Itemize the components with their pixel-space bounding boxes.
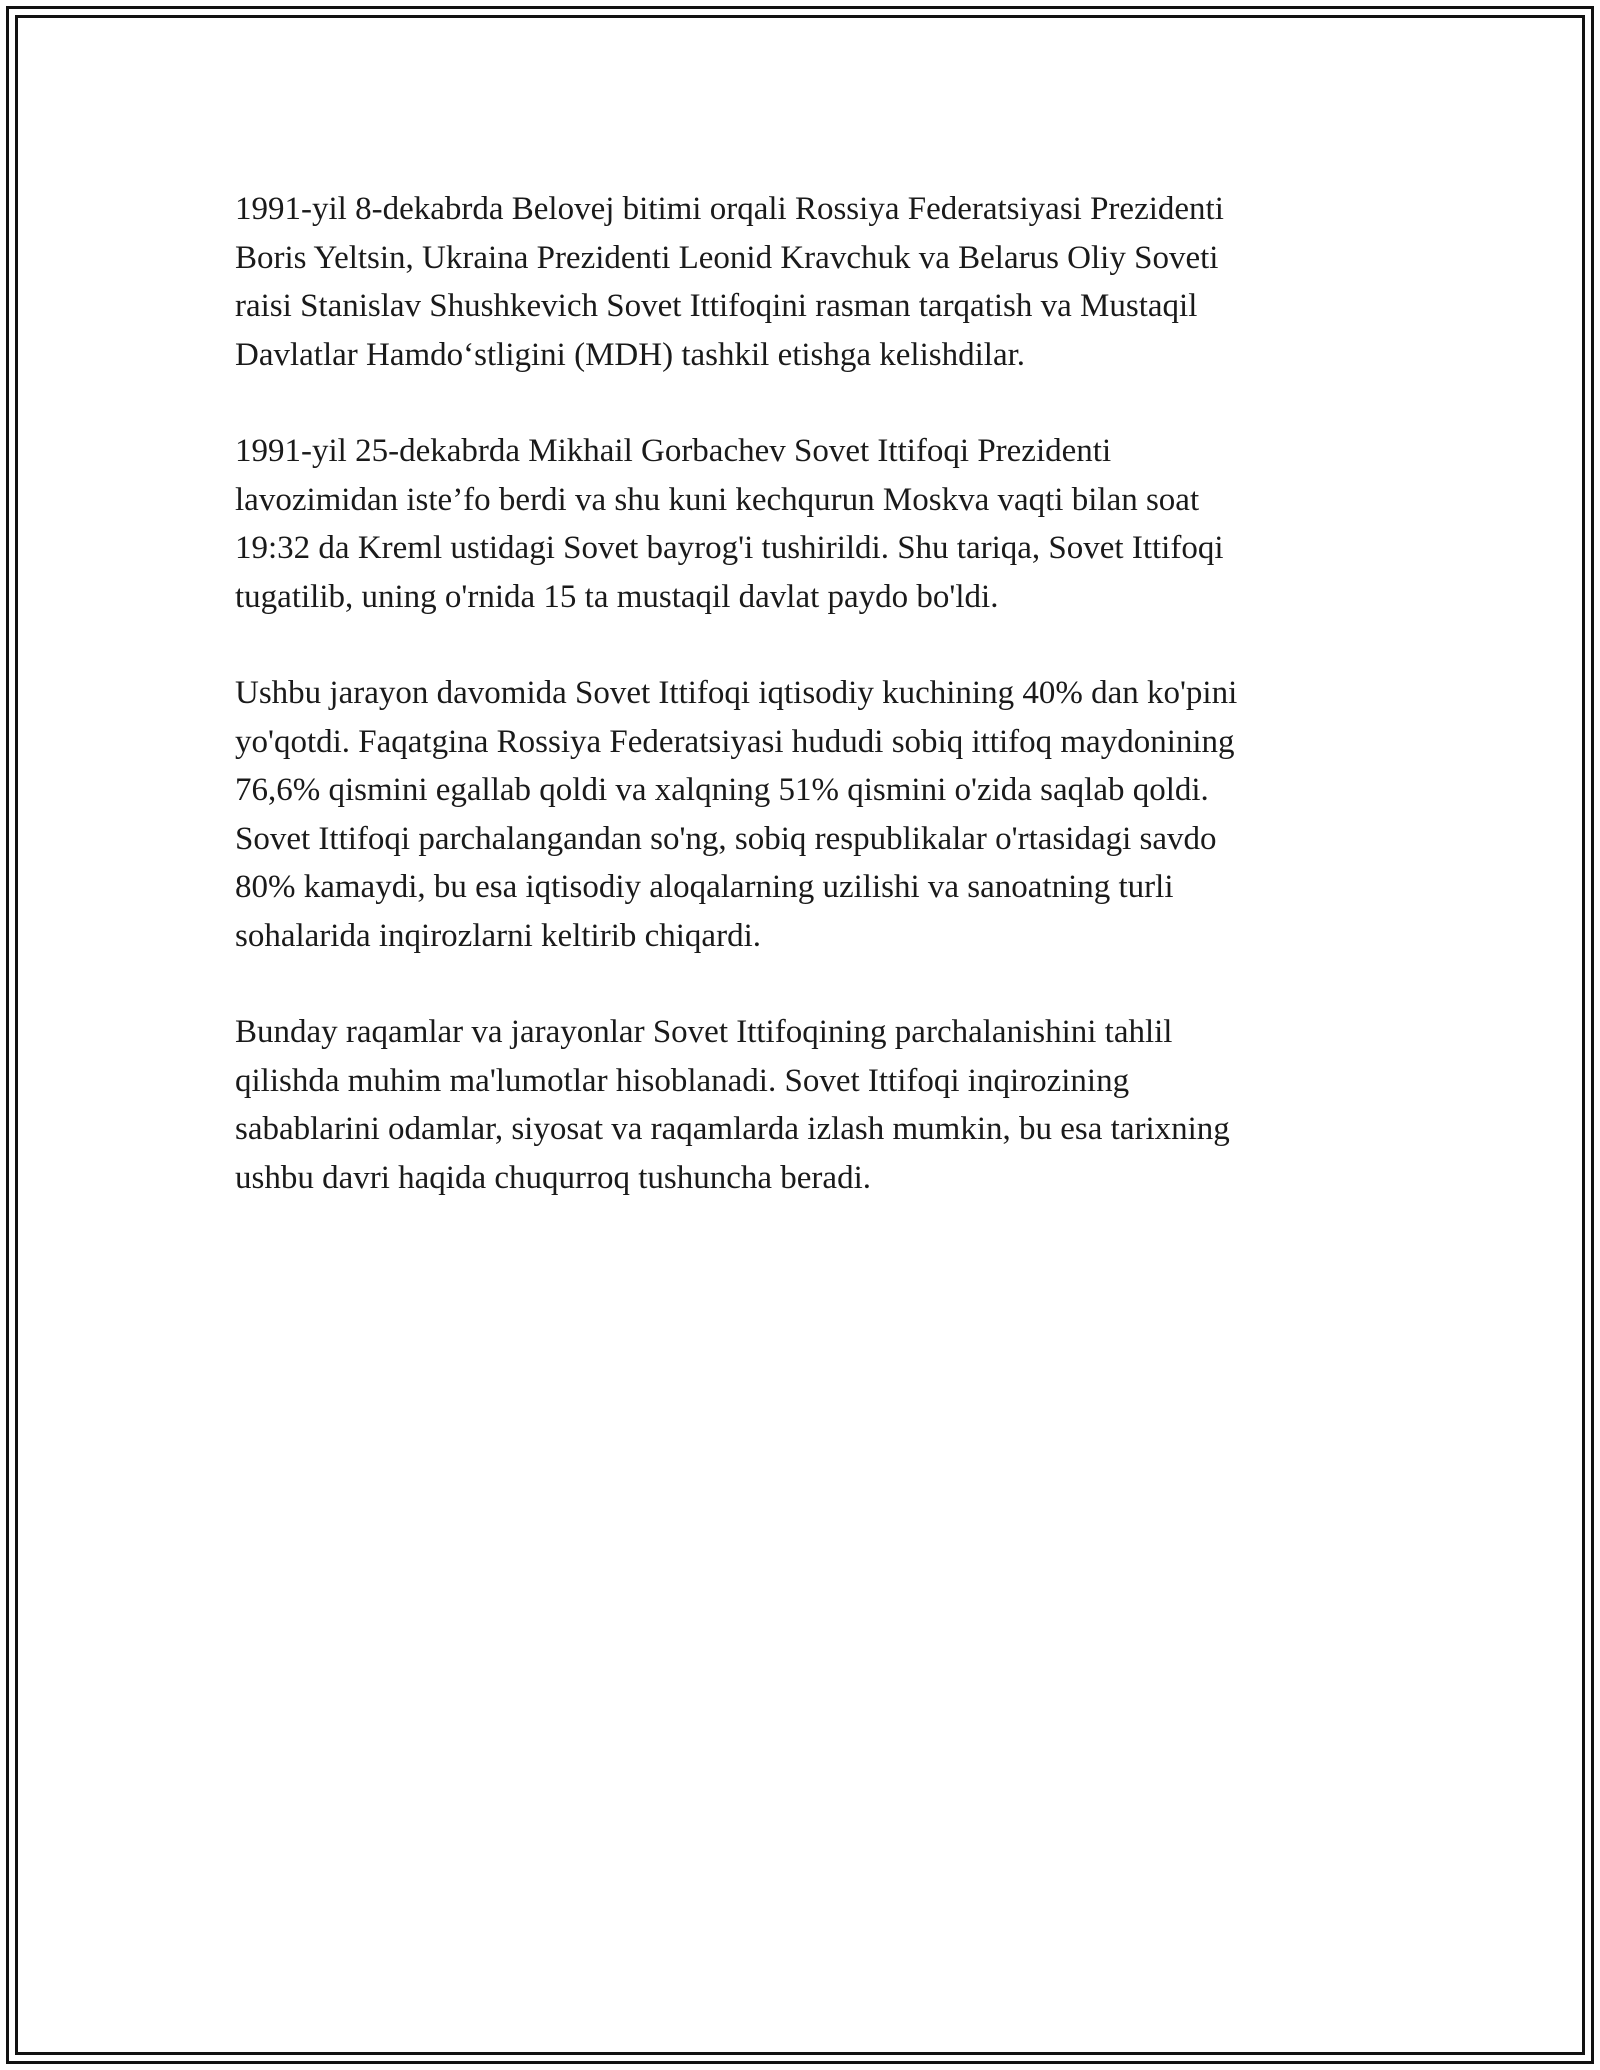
text-line: raisi Stanislav Shushkevich Sovet Ittifoqini rasman tarqatish va Mustaqil <box>235 288 1198 324</box>
text-line: 1991-yil 25-dekabrda Mikhail Gorbachev Sovet Ittifoqi Prezidenti <box>235 433 1112 469</box>
text-line: Ushbu jarayon davomida Sovet Ittifoqi iqtisodiy kuchining 40% dan ko'pini <box>235 675 1238 711</box>
text-line: ushbu davri haqida chuqurroq tushuncha beradi. <box>235 1159 871 1196</box>
text-line: yo'qotdi. Faqatgina Rossiya Federatsiyasi hududi sobiq ittifoq maydonining <box>235 723 1235 760</box>
text-line: 80% kamaydi, bu esa iqtisodiy aloqalarning uzilishi va sanoatning turli <box>235 869 1174 905</box>
paragraph-analysis-conclusion <box>235 1008 1370 1202</box>
text-line: Bunday raqamlar va jarayonlar Sovet Ittifoqining parchalanishini tahlil <box>235 1014 1173 1050</box>
text-line: qilishda muhim ma'lumotlar hisoblanadi. Sovet Ittifoqi inqirozining <box>235 1062 1130 1099</box>
text-line: lavozimidan iste’fo berdi va shu kuni kechqurun Moskva vaqti bilan soat <box>235 481 1200 518</box>
paragraph-belovej-accords <box>235 185 1370 379</box>
text-line: Boris Yeltsin, Ukraina Prezidenti Leonid Kravchuk va Belarus Oliy Soveti <box>235 239 1219 276</box>
text-line: sohalarida inqirozlarni keltirib chiqardi. <box>235 917 761 954</box>
text-line: Davlatlar Hamdo‘stligini (MDH) tashkil etishga kelishdilar. <box>235 336 1026 373</box>
paragraph-gorbachev-resignation <box>235 427 1370 621</box>
text-line: tugatilib, uning o'rnida 15 ta mustaqil davlat paydo bo'ldi. <box>235 578 999 615</box>
text-line: 76,6% qismini egallab qoldi va xalqning 51% qismini o'zida saqlab qoldi. <box>235 772 1209 808</box>
text-line: Sovet Ittifoqi parchalangandan so'ng, sobiq respublikalar o'rtasidagi savdo <box>235 820 1217 857</box>
paragraph-economic-losses <box>235 669 1370 960</box>
document-body <box>235 185 1370 1250</box>
text-line: 19:32 da Kreml ustidagi Sovet bayrog'i tushirildi. Shu tariqa, Sovet Ittifoqi <box>235 530 1224 566</box>
text-line: 1991-yil 8-dekabrda Belovej bitimi orqali Rossiya Federatsiyasi Prezidenti <box>235 191 1224 227</box>
text-line: sabablarini odamlar, siyosat va raqamlarda izlash mumkin, bu esa tarixning <box>235 1111 1230 1147</box>
